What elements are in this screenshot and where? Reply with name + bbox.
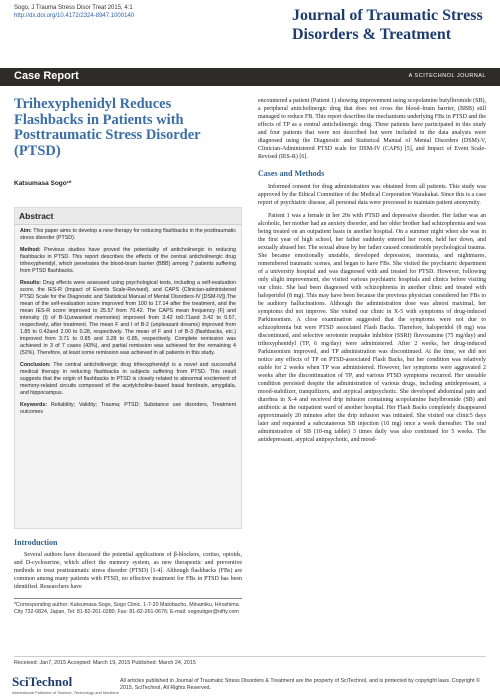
abstract-heading: Abstract bbox=[15, 208, 241, 225]
article-type-label: Case Report bbox=[14, 70, 79, 82]
aim-text: This paper aims to develop a new therapy for reducing flashbacks in the posttraumatic stress disorder (PTSD). bbox=[20, 228, 236, 241]
article-title: Trihexyphenidyl Reduces Flashbacks in Patients with Posttraumatic Stress Disorder (PTSD) bbox=[14, 96, 201, 159]
introduction-text: Several authors have discussed the potential applications of β-blockers, cortiso, opioids, and D-cycloserine, which affect the memory system, as new therapeutic and preventive methods to treat posttraumatic stress disorder (PTSD) [1-4]. Although flashbacks (FBs) are common among many patients with PTSD, no effective treatment for FBs in PTSD has been identified. Researchers have bbox=[14, 552, 242, 590]
citation-block bbox=[14, 4, 134, 20]
abstract-results bbox=[20, 280, 236, 357]
copyright-text: All articles published in Journal of Traumatic Stress Disorders & Treatment are the property of SciTechnol, and is protected by copyright laws. Copyright © 2015, SciTechnol, All Rights Reserved. bbox=[120, 678, 480, 691]
abstract-conclusion bbox=[20, 362, 236, 397]
right-column bbox=[258, 97, 486, 444]
page-footer bbox=[0, 672, 500, 700]
publisher-label: A SCITECHNOL JOURNAL bbox=[408, 73, 486, 79]
abstract-aim bbox=[20, 228, 236, 242]
method-text: Previous studies have proved the potentiality of anticholinergic in reducing flashbacks in PTSD. This report describes the effects of the central anticholinergic drug trihexyphenidyl, which penetrates the blood-brain barrier (BBB) among 7 patients suffering from PTSD flashbacks. bbox=[20, 247, 236, 274]
abstract-body bbox=[15, 225, 241, 424]
right-para-3: Patient 1 was a female in her 20s with PTSD and depressive disorder. Her father was an alcoholic, her mother had an anxiety disorder, and her older brother had schizophrenia and was being treated on an outpatient basis in another hospital. On a summer night when she was in the first year of high school, her father suddenly entered her room, held her down, and sexually abused her. The sexual abuse by her father caused considerable psychological trauma. She became emotionally unstable, developed depression, insomnia, and nightmares, remembered traumatic scenes, and began to have FBs. She visited the psychiatric department of a university hospital and was diagnosed with and treated for PTSD. However, following only slight improvement, she visited various psychiatric hospitals and clinics before visiting our clinic. She had been diagnosed with schizophrenia in another clinic and treated with haloperidol (8 mg). This may have been because the previous physician considered her FBs to be auditory hallucinations. Although the administration dose was almost maximal, her symptoms did not improve. She visited our clinic in X-5 with symptoms of drug-induced Parkinsonism. A close examination suggested that the symptoms were not due to schizophrenia but were PTSD associated Flash Backs. Therefore, haloperidol (8 mg) was discontinued, and selective serotonin reuptake inhibitor (SSRI) fluvoxamine (75 mg/day) and trihexyphenidyl (TP, 6 mg/day) were administered. After 2 weeks, her drug-induced Parkinsonism improved, and TP administration was discontinued. At the time, we did not notice any effects of TP on PTSD-associated Flash Backs, but her condition was relatively stable for 2 weeks when TP was administered. However, her symptoms were aggravated 2 weeks after the discontinuation of TP, and various PTSD symptoms recurred. Her unstable condition persisted despite the administration of various drugs, including antidepressant, a mood-stabilizer, tranquilizers, and atypical antipsychotic. She developed abdominal pain and diarrhea in X-4 and received drip infusion containing scopolamine butylbromide (SB) and antibiotic at the outpatient ward of another hospital. Her Flash Backs completely disappeared approximately 20 minutes after the drip infusion was initiated. She visited our clinic5 days later and requested a subcutaneous SB injection (10 mg) once a week thereafter. The oral administration of SB (10-mg tablet) 3 times daily was also continued for 5 weeks. The antidepressant, atypical antipsychotic, and mood- bbox=[258, 213, 487, 443]
right-para-1: encountered a patient (Patient 1) showing improvement using scopolamine butylbromide (SB), a peripheral anticholinergic drug that does not cross the blood–brain barrier, (BBB) still managed to reduce FB. This report describes the mechanisms underlying FBs in PTSD and the effects of TP as a central anticholinergic drug. Three patients have participated in this study and four patients that were not described but were included in the data analysis were diagnosed using the Diagnostic and Statistical Manual of Mental Disorders (DSM)-V, Clinician-Administered PTSD scale for DSM-IV (CAPS) [5], and Impact of Event Scale-Revised (IES-R) [6]. bbox=[258, 98, 486, 160]
keywords-label: Keywords: bbox=[20, 402, 48, 408]
keywords-text: Reliability; Validity; Trauma; PTSD; Substance use disorders, Treatment outcomes bbox=[20, 402, 236, 415]
author-name: Katsumasa Sogo¹* bbox=[14, 180, 72, 187]
publisher-logo bbox=[12, 674, 119, 695]
journal-title: Journal of Traumatic Stress Disorders & Treatment bbox=[292, 7, 483, 43]
method-label: Method: bbox=[20, 247, 41, 253]
conclusion-label: Conclusion: bbox=[20, 362, 51, 368]
introduction-section bbox=[14, 538, 242, 591]
corresponding-author-note: *Corresponding author: Katsumasa Sogo, Sogo Clinic, 1-7-20 Matobacho, Minamiku, Hiroshima City 732-0824, Japan, Tel: 81-82-261-0280; Fax: 81-82-261-0676; E-mail: sogoutiger@nifty.com bbox=[14, 598, 242, 615]
publication-dates: Received: Jan7, 2015 Accepted: March 19, 2015 Published: March 24, 2015 bbox=[14, 656, 486, 666]
citation-line: Sogo, J Trauma Stress Disor Treat 2015, 4:1 bbox=[14, 5, 133, 11]
right-para-2: Informed consent for drug administration was obtained from all patients. This study was approved by the Ethical Committee of the Medical Corporation Warakukai. Since this is a case report of psychiatric disease, all personal data were processed to maintain patient anonymity. bbox=[258, 184, 486, 206]
abstract-box bbox=[14, 207, 242, 529]
article-type-banner bbox=[0, 68, 500, 86]
cases-methods-heading: Cases and Methods bbox=[258, 169, 325, 178]
abstract-keywords bbox=[20, 402, 236, 416]
introduction-heading: Introduction bbox=[14, 538, 58, 547]
abstract-method bbox=[20, 247, 236, 275]
results-label: Results: bbox=[20, 280, 41, 286]
logo-name: SciTechnol bbox=[12, 674, 73, 689]
doi-link[interactable]: http://dx.doi.org/10.4172/2324-8947.1000140 bbox=[14, 13, 135, 19]
aim-label: Aim: bbox=[20, 228, 32, 234]
logo-tagline: International Publisher of Science, Technology and Medicine bbox=[12, 690, 119, 695]
conclusion-text: The central anticholinergic drug trihexyphenidyl is a novel and successful medical therapy in reducing flashbacks in subjects suffering from PTSD. This result suggests that the origin of flashbacks in PTSD is closely related to abnormal excitement of memory-related circuits composed of the acetylcholine-based basal forebrain, amygdala, and hippocampus. bbox=[20, 362, 236, 396]
results-text: Drug effects were assessed using psychological tests, including a self-evaluation score, the IES-R (Impact of Events Scale-Revised), and CAPS (Clinician-administered PTSD Scale for the Diagnostic and Statistical Manual of Mental Disorders-IV [DSM-IV]).The mean of the self-evaluation score improved from 100 to 17.14 after the treatment, and the mean IES-R score improved to 25.57 from 70.42. The CAPS mean frequency (F) and intensity (I) of B-1(unwanted memories) improved from 3.42 to0.71and 3.42 to 0.57, respectively, after treatment. The mean F and I of B-2 (unpleasant dreams) improved from 1.85 to 0.42and 2.00 to 0.28, respectively. The mean of F and I of B-3 (flashbacks, etc.) improved from 3.71 to 0.85 and 3.28 to 0.85, respectively. Complete remission was achieved in 3 of 7 cases (43%), and partial remission was achieved for the remaining 4 (52%). Therefore, at least some remission was achieved in all patients in this study. bbox=[20, 280, 236, 356]
